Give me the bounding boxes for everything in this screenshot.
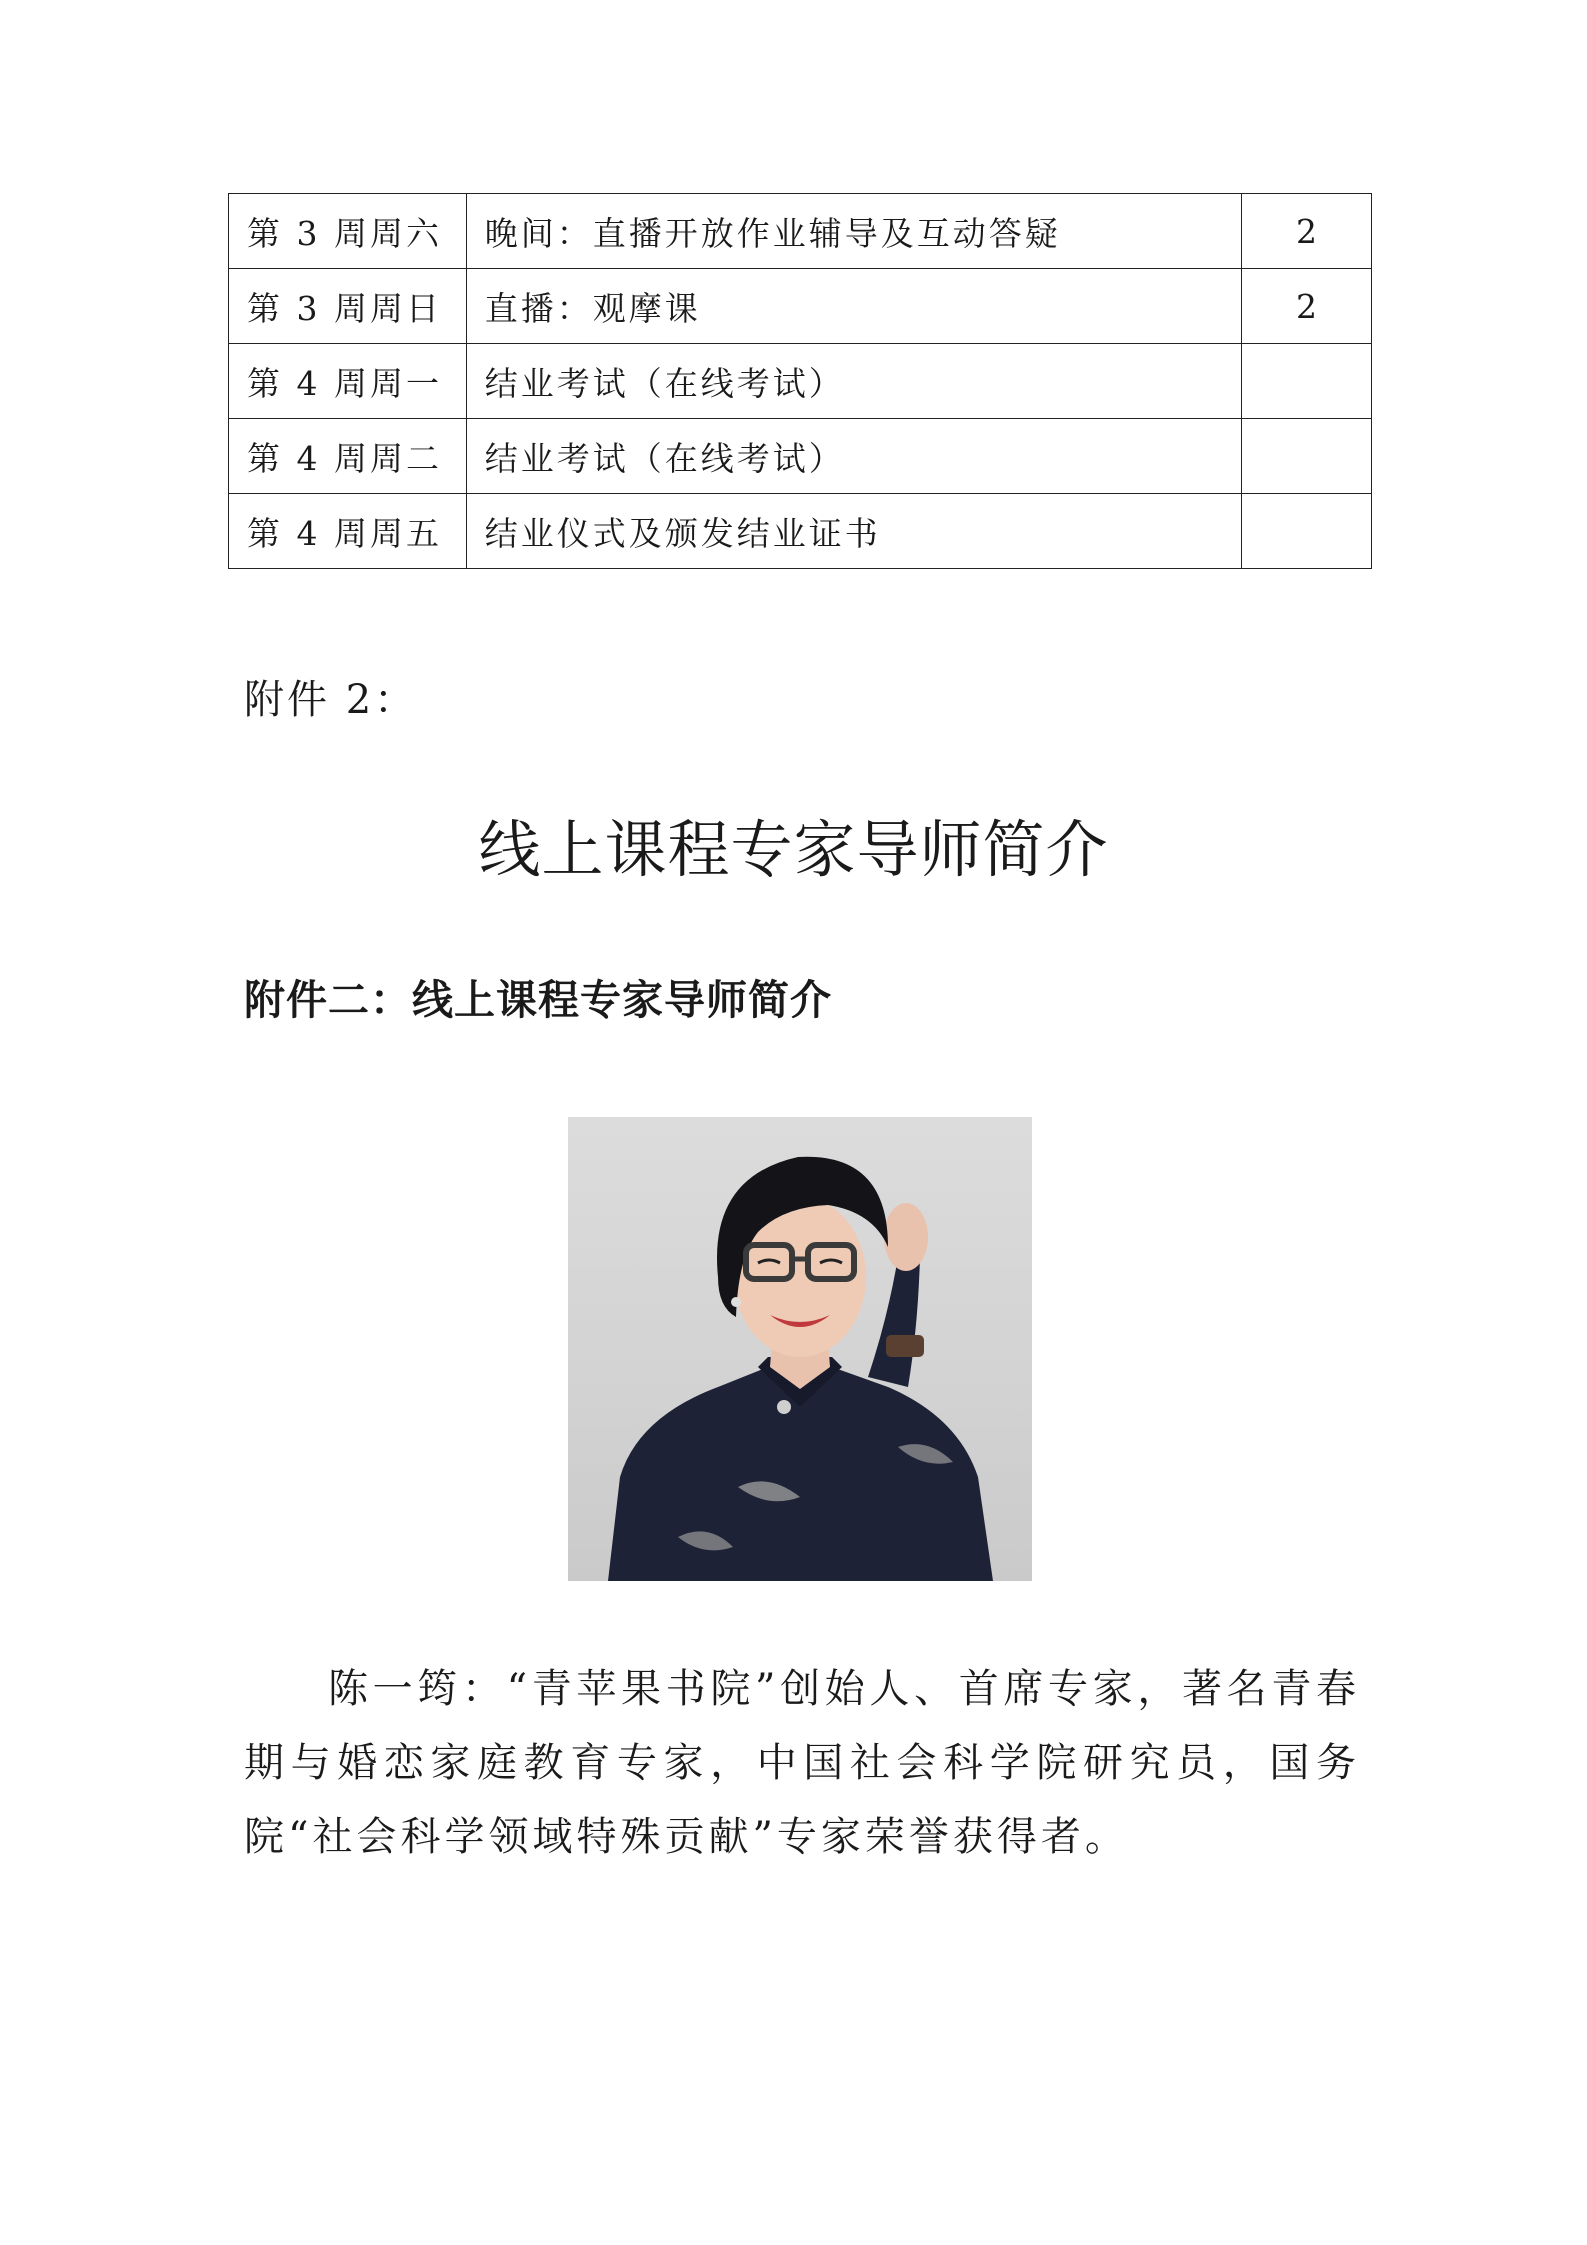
cell-content: 直播：观摩课: [466, 269, 1241, 344]
cell-date: 第 3 周周日: [229, 269, 467, 344]
cell-content: 晚间：直播开放作业辅导及互动答疑: [466, 194, 1241, 269]
attachment-label: 附件 2：: [244, 677, 418, 723]
cell-date: 第 4 周周五: [229, 494, 467, 569]
table-row: [229, 194, 1372, 269]
table-row: [229, 269, 1372, 344]
cell-date: 第 4 周周二: [229, 419, 467, 494]
cell-hours: [1241, 494, 1371, 569]
section-heading: 附件二：线上课程专家导师简介: [244, 976, 832, 1024]
expert-portrait-photo: [568, 1117, 1032, 1581]
cell-date: 第 4 周周一: [229, 344, 467, 419]
cell-hours: [1241, 419, 1371, 494]
cell-content: 结业考试（在线考试）: [466, 419, 1241, 494]
page-title: 线上课程专家导师简介: [478, 813, 1109, 886]
cell-content: 结业仪式及颁发结业证书: [466, 494, 1241, 569]
expert-bio: 陈一筠：“青苹果书院”创始人、首席专家，著名青春期与婚恋家庭教育专家，中国社会科学院研究员，国务院“社会科学领域特殊贡献”专家荣誉获得者。: [244, 1666, 1360, 1860]
table-row: [229, 419, 1372, 494]
cell-content: 结业考试（在线考试）: [466, 344, 1241, 419]
table-row: [229, 344, 1372, 419]
schedule-table: [228, 193, 1372, 569]
cell-hours: [1241, 344, 1371, 419]
cell-hours: 2: [1241, 269, 1371, 344]
cell-hours: 2: [1241, 194, 1371, 269]
table-row: [229, 494, 1372, 569]
cell-date: 第 3 周周六: [229, 194, 467, 269]
